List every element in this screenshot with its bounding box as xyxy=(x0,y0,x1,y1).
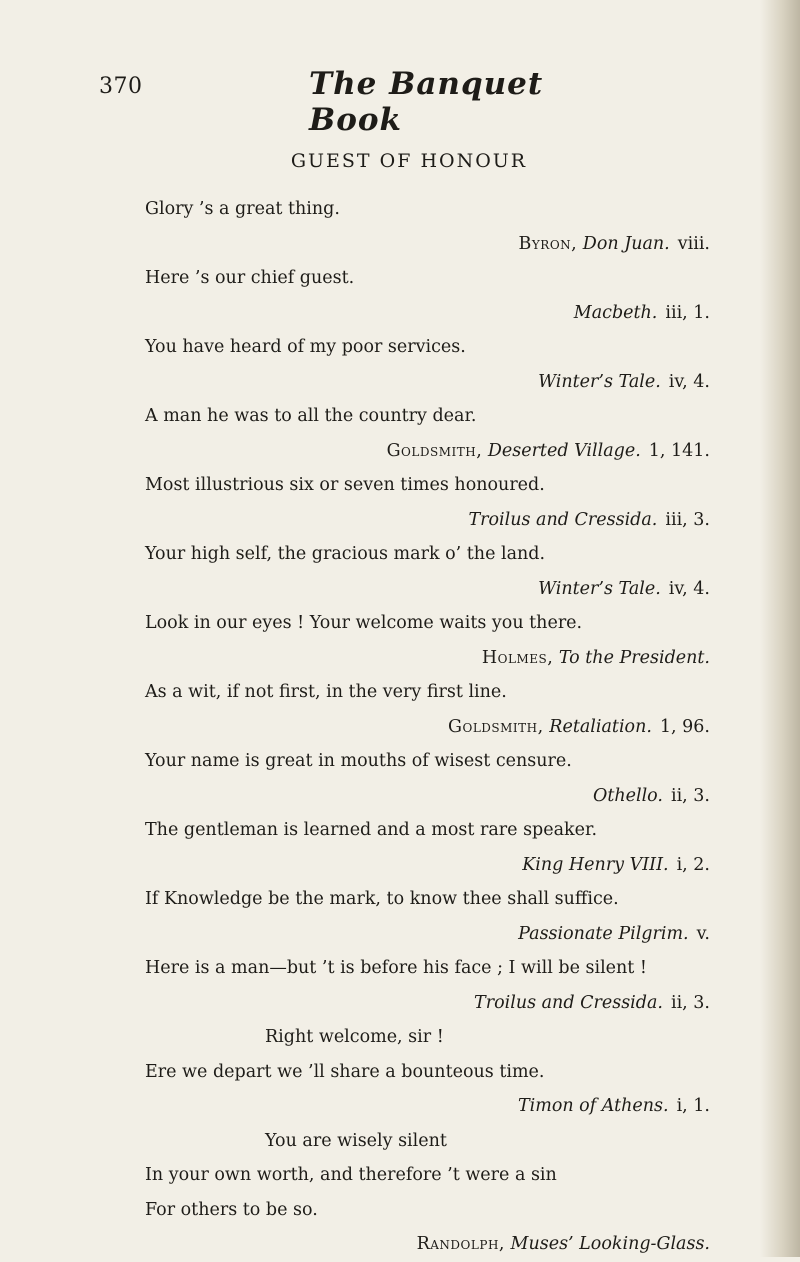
citation-work: Troilus and Cressida. xyxy=(468,509,658,530)
citation-reference: iii, 1. xyxy=(665,302,710,323)
citation xyxy=(145,434,710,469)
citation-author: Goldsmith, xyxy=(386,440,483,461)
citation-author: Byron, xyxy=(518,233,578,254)
quote-line: Here is a man—but ’t is before his face ; I will be silent ! xyxy=(145,958,647,978)
citation-reference: 1, 96. xyxy=(659,716,710,737)
quotation-entry xyxy=(145,675,710,744)
citation xyxy=(145,572,710,607)
quote-line: Most illustrious six or seven times honoured. xyxy=(145,475,545,495)
citation xyxy=(145,1227,710,1262)
citation-author: Randolph, xyxy=(416,1234,505,1254)
citation-work: Winter’s Tale. xyxy=(538,578,661,599)
citation-reference: ii, 3. xyxy=(670,785,710,806)
citation xyxy=(145,1089,710,1124)
running-title: The Banquet Book xyxy=(309,66,544,138)
citation-work: Don Juan. xyxy=(582,233,670,254)
citation-reference: ii, 3. xyxy=(670,992,710,1013)
citation xyxy=(145,917,710,952)
section-title: GUEST OF HONOUR xyxy=(290,150,528,172)
citation-reference: 1, 141. xyxy=(648,440,710,461)
quote-line: For others to be so. xyxy=(145,1199,318,1220)
citation xyxy=(145,641,710,676)
citation-work: Deserted Village. xyxy=(487,440,641,461)
citation xyxy=(145,296,710,331)
citation xyxy=(145,986,710,1021)
citation-work: Troilus and Cressida. xyxy=(474,992,663,1013)
quote-line: Look in our eyes ! Your welcome waits you there. xyxy=(145,613,583,633)
citation-reference: i, 2. xyxy=(676,854,710,875)
quote-line: Glory ’s a great thing. xyxy=(145,199,340,219)
quotation-entry xyxy=(145,261,710,330)
citation xyxy=(145,365,710,400)
citation-work: Othello. xyxy=(592,785,663,806)
quotation-entry xyxy=(145,882,710,951)
citation xyxy=(145,503,710,538)
citation-author: Holmes, xyxy=(481,647,554,668)
citation-author: Goldsmith, xyxy=(448,716,544,737)
quotation-entry xyxy=(145,192,710,261)
citation-work: Winter’s Tale. xyxy=(538,371,661,392)
page-header xyxy=(99,66,619,138)
citation-reference: viii. xyxy=(677,233,710,254)
quote-line: A man he was to all the country dear. xyxy=(145,406,477,426)
quotation-entry xyxy=(145,330,710,399)
citation-reference: v. xyxy=(696,923,710,944)
quote-line: Right welcome, sir ! xyxy=(265,1027,444,1047)
quote-line: Ere we depart we ’ll share a bounteous time. xyxy=(145,1061,545,1082)
quotation-entry xyxy=(145,1020,710,1124)
quote-line: If Knowledge be the mark, to know thee shall suffice. xyxy=(145,889,619,909)
quote-line: Your name is great in mouths of wisest censure. xyxy=(145,751,572,771)
quote-line: In your own worth, and therefore ’t were a sin xyxy=(145,1165,557,1185)
quotation-entry xyxy=(145,468,710,537)
citation xyxy=(145,779,710,814)
citation-work: Retaliation. xyxy=(549,716,652,737)
quotation-entry xyxy=(145,1124,710,1262)
citation-work: To the President. xyxy=(558,647,710,668)
citation-work: Passionate Pilgrim. xyxy=(518,923,689,944)
quote-line: The gentleman is learned and a most rare speaker. xyxy=(145,820,598,840)
citation xyxy=(145,227,710,262)
quote-line: You are wisely silent xyxy=(265,1130,447,1151)
quotation-entry xyxy=(145,606,710,675)
citation-work: Macbeth. xyxy=(573,302,658,323)
citation-work: King Henry VIII. xyxy=(522,854,669,875)
page-edge-shadow xyxy=(760,0,800,1257)
quotation-list xyxy=(145,192,710,1262)
citation xyxy=(145,710,710,745)
quote-line: Here ’s our chief guest. xyxy=(145,268,355,288)
citation-reference: iv, 4. xyxy=(668,371,710,392)
page-number: 370 xyxy=(99,74,143,99)
quotation-entry xyxy=(145,951,710,1020)
quote-line: As a wit, if not first, in the very first line. xyxy=(145,682,507,702)
quote-line: You have heard of my poor services. xyxy=(145,337,466,357)
citation-work: Muses’ Looking-Glass. xyxy=(510,1234,710,1254)
quotation-entry xyxy=(145,537,710,606)
citation-work: Timon of Athens. xyxy=(517,1096,669,1116)
quote-line: Your high self, the gracious mark o’ the land. xyxy=(145,544,546,564)
citation xyxy=(145,848,710,883)
quotation-entry xyxy=(145,813,710,882)
quotation-entry xyxy=(145,744,710,813)
citation-reference: iii, 3. xyxy=(665,509,710,530)
citation-reference: iv, 4. xyxy=(668,578,710,599)
quotation-entry xyxy=(145,399,710,468)
citation-reference: i, 1. xyxy=(676,1096,710,1116)
